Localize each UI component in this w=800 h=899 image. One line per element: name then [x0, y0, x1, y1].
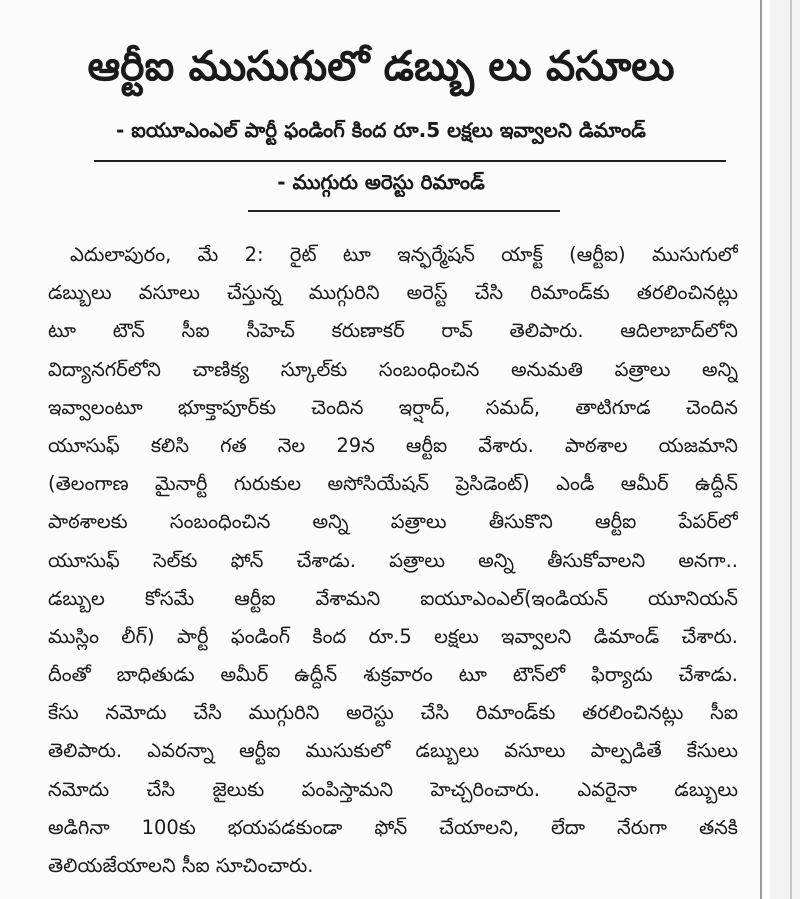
subheading-1: - ఐయూఎంఎల్ పార్టీ ఫండింగ్ కింద రూ.5 లక్షలు ఇవ్వాలని డిమాండ్	[116, 118, 646, 142]
column-divider	[790, 0, 792, 899]
adjacent-column-edge	[770, 0, 800, 899]
body-line: దీంతో బాధితుడు అమీర్ ఉద్దీన్ శుక్రవారం టూ టౌన్‌లో ఫిర్యాదు చేశాడు.	[48, 663, 738, 687]
body-line: యూసుఫ్ కలిసి గత నెల 29న ఆర్టీఐ వేశారు. పాఠశాల యజమాని	[48, 433, 738, 457]
body-line: (తెలంగాణ మైనార్టీ గురుకుల అసోసియేషన్ ప్రెసిడెంట్) ఎండీ ఆమీర్ ఉద్దీన్	[48, 472, 738, 496]
body-line: డబ్బులు వసూలు చేస్తున్న ముగ్గురిని అరెస్ట్ చేసి రిమాండ్‌కు తరలించినట్లు	[48, 281, 738, 305]
body-line: ఇవ్వాలంటూ భూక్తాపూర్‌కు చెందిన ఇర్షాద్, సమద్, తాటిగూడ చెందిన	[48, 395, 738, 419]
body-line: యూసుఫ్ సెల్‌కు ఫోన్ చేశాడు. పత్రాలు అన్ని తీసుకోవాలని అనగా..	[48, 548, 738, 572]
article-body	[48, 236, 738, 885]
body-line: ఎదులాపురం, మే 2: రైట్ టూ ఇన్ఫర్మేషన్ యాక్ట్ (ఆర్టీఐ) ముసుగులో	[70, 243, 738, 266]
subheading-2: - ముగ్గురు అరెస్టు రిమాండ్	[277, 170, 485, 194]
headline: ఆర్టీఐ ముసుగులో డబ్బు లు వసూలు	[87, 42, 675, 90]
body-line: టూ టౌన్ సీఐ సీహెచ్ కరుణాకర్ రావ్ తెలిపారు. ఆదిలాబాద్‌లోని	[48, 319, 738, 343]
body-line: విద్యానగర్‌లోని చాణిక్య స్కూల్‌కు సంబంధించిన అనుమతి పత్రాలు అన్ని	[48, 357, 738, 381]
subheading-1-underline	[94, 160, 726, 162]
body-line: ముస్లిం లీగ్) పార్టీ ఫండింగ్ కింద రూ.5 లక్షలు ఇవ్వాలని డిమాండ్ చేశారు.	[48, 624, 738, 648]
body-line: డబ్బుల కోసమే ఆర్టీఐ వేశామని ఐయూఎంఎల్(ఇండియన్ యూనియన్	[48, 586, 738, 610]
body-line: తెలియజేయాలని సీఐ సూచించారు.	[48, 854, 314, 877]
body-line: అడిగినా 100కు భయపడకుండా ఫోన్ చేయాలని, లేదా నేరుగా తనకి	[48, 815, 738, 839]
body-line: నమోదు చేసి జైలుకు పంపిస్తామని హెచ్చరించారు. ఎవరైనా డబ్బులు	[48, 777, 738, 801]
subheading-2-underline	[248, 210, 560, 212]
body-line: కేసు నమోదు చేసి ముగ్గురిని అరెస్టు చేసి రిమాండ్‌కు తరలించినట్లు సీఐ	[48, 701, 738, 725]
body-line: తెలిపారు. ఎవరన్నా ఆర్టీఐ ముసుకులో డబ్బులు వసూలు పాల్పడితే కేసులు	[48, 739, 738, 763]
body-line: పాఠశాలకు సంబంధించిన అన్ని పత్రాలు తీసుకొని ఆర్టీఐ పేపర్‌లో	[48, 510, 738, 534]
